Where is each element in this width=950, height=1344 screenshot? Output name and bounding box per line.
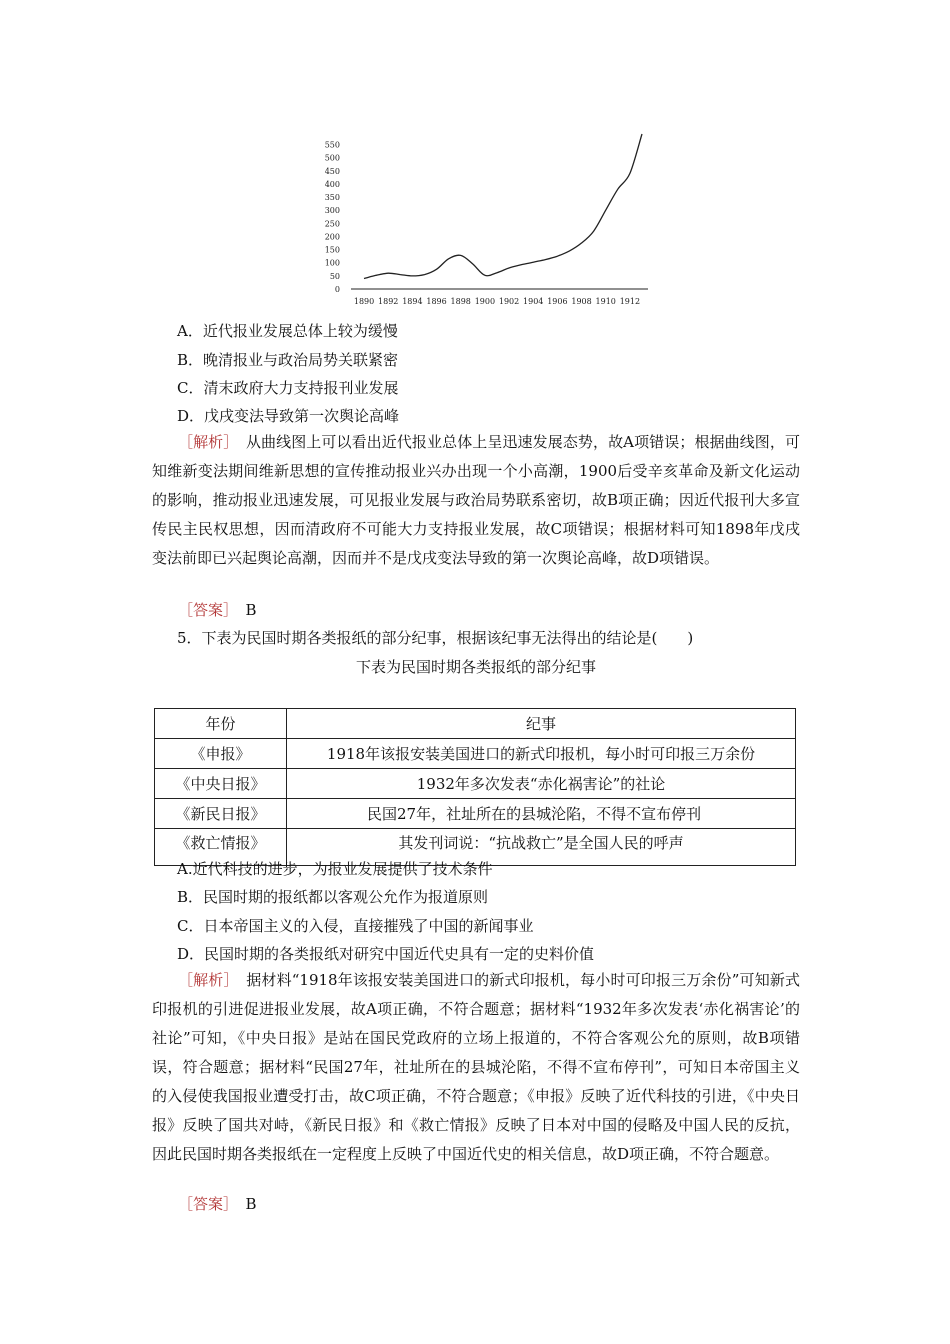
answer-text: B: [230, 1195, 257, 1213]
q5-answer: [178, 1194, 257, 1214]
row-newspaper: 《新民日报》: [155, 799, 287, 829]
q5-option-b: B．民国时期的报纸都以客观公允作为报道原则: [177, 888, 489, 906]
y-tick-label: 250: [324, 219, 340, 229]
x-tick-label: 1900: [474, 297, 496, 306]
q5-table-title: 下表为民国时期各类报纸的部分纪事: [355, 658, 596, 676]
y-tick-label: 100: [324, 258, 340, 268]
y-tick-label: 50: [329, 271, 340, 281]
y-tick-label: 200: [324, 232, 340, 242]
x-tick-label: 1902: [498, 297, 520, 306]
x-tick-label: 1890: [353, 297, 375, 306]
q5-option-c: C．日本帝国主义的入侵，直接摧残了中国的新闻事业: [177, 917, 534, 935]
q5-option-a: A.近代科技的进步，为报业发展提供了技术条件: [177, 860, 493, 878]
q4-option-c: C．清末政府大力支持报刊业发展: [177, 379, 399, 397]
y-tick-label: 400: [324, 179, 340, 189]
header-year: 年份: [155, 709, 287, 739]
answer-tag: ［答案］: [178, 1195, 231, 1213]
row-newspaper: 《中央日报》: [155, 769, 287, 799]
q4-option-a: A．近代报业发展总体上较为缓慢: [177, 322, 398, 340]
x-tick-label: 1908: [571, 297, 592, 306]
table-row: [155, 769, 796, 799]
x-tick-label: 1904: [523, 297, 544, 306]
series-line: [364, 134, 642, 279]
y-tick-label: 350: [324, 193, 340, 203]
y-tick-label: 300: [324, 206, 340, 216]
y-tick-label: 550: [324, 140, 340, 150]
x-tick-label: 1896: [426, 297, 447, 306]
y-tick-label: 450: [324, 166, 340, 176]
analysis-text: 据材料“1918年该报安装美国进口的新式印报机，每小时可印报三万余份”可知新式印报机的引进促进报业发展，故A项正确，不符合题意；据材料“1932年多次发表‘赤化祸害论’的社论”可知，《中央日报》是站在国民党政府的立场上报道的，不符合客观公允的原则，故B项错误，符合题意；据材料“民国27年，社址所在的县城沦陷，不得不宣布停刊”，可知日本帝国主义的入侵使我国报业遭受打击，故C项正确，不符合题意；《申报》反映了近代科技的引进，《中央日报》反映了国共对峙，《新民日报》和《救亡情报》反映了日本对中国的侵略及中国人民的反抗，因此民国时期各类报纸在一定程度上反映了中国近代史的相关信息，故D项正确，不符合题意。: [152, 971, 800, 1163]
x-tick-label: 1912: [619, 297, 641, 306]
q4-option-d: D．戊戌变法导致第一次舆论高峰: [177, 407, 400, 425]
x-tick-label: 1906: [547, 297, 568, 306]
analysis-tag: ［解析］: [178, 971, 232, 989]
row-event: 其发刊词说：“抗战救亡”是全国人民的呼声: [287, 829, 796, 866]
header-event: 纪事: [287, 709, 796, 739]
row-event: 1918年该报安装美国进口的新式印报机，每小时可印报三万余份: [287, 739, 796, 769]
y-tick-label: 0: [334, 285, 340, 294]
analysis-tag: ［解析］: [178, 433, 231, 451]
q5-analysis: [152, 966, 800, 1169]
newspaper-growth-chart: [318, 132, 658, 310]
row-event: 民国27年，社址所在的县城沦陷，不得不宣布停刊: [287, 799, 796, 829]
answer-tag: ［答案］: [178, 601, 231, 619]
q4-option-b: B．晚清报业与政治局势关联紧密: [177, 351, 399, 369]
q5-stem: 5．下表为民国时期各类报纸的部分纪事，根据该纪事无法得出的结论是( ): [177, 629, 694, 647]
x-tick-label: 1910: [595, 297, 616, 306]
y-tick-label: 150: [324, 245, 340, 255]
x-tick-label: 1894: [402, 297, 423, 306]
q4-analysis: [152, 428, 800, 573]
row-newspaper: 《救亡情报》: [155, 829, 287, 866]
table-row: [155, 739, 796, 769]
q4-answer: [178, 600, 257, 620]
row-newspaper: 《申报》: [155, 739, 287, 769]
answer-text: B: [230, 601, 257, 619]
row-event: 1932年多次发表“赤化祸害论”的社论: [287, 769, 796, 799]
q5-option-d: D．民国时期的各类报纸对研究中国近代史具有一定的史料价值: [177, 945, 595, 963]
q5-record-table: [154, 708, 796, 866]
table-row: [155, 799, 796, 829]
y-tick-label: 500: [324, 153, 340, 163]
x-tick-label: 1898: [450, 297, 471, 306]
table-header-row: [155, 709, 796, 739]
analysis-text: 从曲线图上可以看出近代报业总体上呈迅速发展态势，故A项错误；根据曲线图，可知维新变法期间维新思想的宣传推动报业兴办出现一个小高潮，1900后受辛亥革命及新文化运动的影响，推动报业迅速发展，可见报业发展与政治局势联系密切，故B项正确；因近代报刊大多宣传民主民权思想，因而清政府不可能大力支持报业发展，故C项错误；根据材料可知1898年戊戌变法前即已兴起舆论高潮，因而并不是戊戌变法导致的第一次舆论高峰，故D项错误。: [152, 433, 800, 567]
x-tick-label: 1892: [378, 297, 399, 306]
